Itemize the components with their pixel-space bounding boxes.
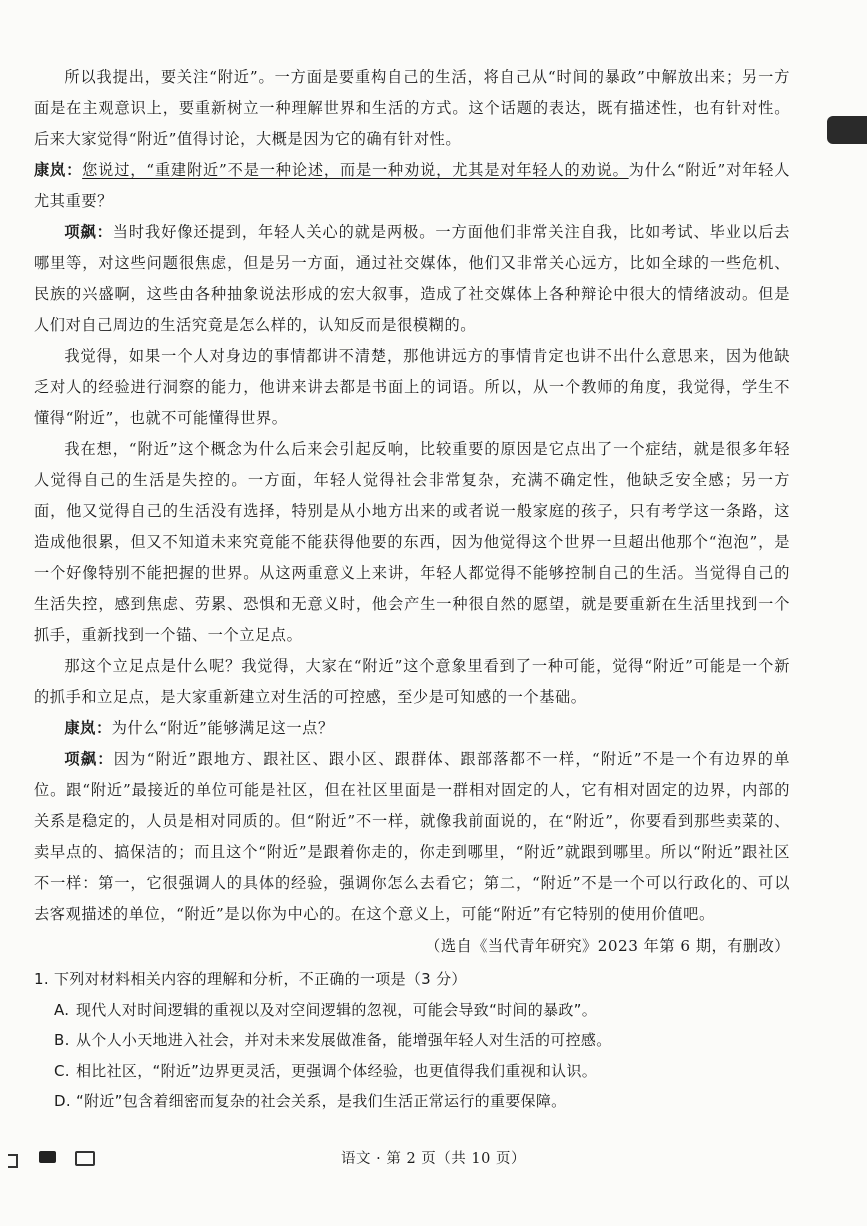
paragraph-1 xyxy=(34,62,790,155)
paragraph-text: 那这个立足点是什么呢？我觉得，大家在“附近”这个意象里看到了一种可能，觉得“附近”可能是一个新的抓手和立足点，是大家重新建立对生活的可控感，至少是可知感的一个基础。 xyxy=(34,657,790,706)
paragraph-text: 我觉得，如果一个人对身边的事情都讲不清楚，那他讲远方的事情肯定也讲不出什么意思来，因为他缺乏对人的经验进行洞察的能力，他讲来讲去都是书面上的词语。所以，从一个教师的角度，我觉得，学生不懂得“附近”，也就不可能懂得世界。 xyxy=(34,347,790,427)
underlined-quote: 您说过，“重建附近”不是一种论述，而是一种劝说，尤其是对年轻人的劝说。 xyxy=(82,161,629,179)
paragraph-7 xyxy=(34,713,790,744)
option-b[interactable] xyxy=(34,1025,790,1056)
page-number: 语文 · 第 2 页（共 10 页） xyxy=(341,1151,526,1167)
question-1 xyxy=(34,964,790,1117)
source-citation: （选自《当代青年研究》2023 年第 6 期，有删改） xyxy=(425,937,790,955)
option-key: C. xyxy=(54,1061,70,1080)
speaker-label: 康岚： xyxy=(64,719,112,737)
option-key: D. xyxy=(54,1092,71,1110)
paragraph-3 xyxy=(34,217,790,341)
option-text: 现代人对时间逻辑的重视以及对空间逻辑的忽视，可能会导致“时间的暴政”。 xyxy=(76,1000,598,1019)
paragraph-8 xyxy=(34,744,790,930)
paragraph-text: 为什么“附近”对年轻人尤其重要？ xyxy=(34,161,790,210)
question-stem: 1. 下列对材料相关内容的理解和分析，不正确的一项是（3 分） xyxy=(34,970,467,988)
paragraph-text: 因为“附近”跟地方、跟社区、跟小区、跟群体、跟部落都不一样，“附近”不是一个有边界的单位。跟“附近”最接近的单位可能是社区，但在社区里面是一群相对固定的人，它有相对固定的边界，内部的关系是稳定的，人员是相对同质的。但“附近”不一样，就像我前面说的，在“附近”，你要看到那些卖菜的、卖早点的、搞保洁的；而且这个“附近”是跟着你走的，你走到哪里，“附近”就跟到哪里。所以“附近”跟社区不一样：第一，它很强调人的具体的经验，强调你怎么去看它；第二，“附近”不是一个可以行政化的、可以去客观描述的单位，“附近”是以你为中心的。在这个意义上，可能“附近”有它特别的使用价值吧。 xyxy=(34,750,790,923)
paragraph-text: 为什么“附近”能够满足这一点？ xyxy=(111,719,334,737)
page-edge-tab xyxy=(827,116,867,144)
option-a[interactable] xyxy=(34,995,790,1026)
speaker-label: 康岚： xyxy=(34,161,83,179)
option-text: “附近”包含着细密而复杂的社会关系，是我们生活正常运行的重要保障。 xyxy=(76,1092,567,1110)
page-footer xyxy=(0,1145,867,1169)
paragraph-text: 当时我好像还提到，年轻人关心的就是两极。一方面他们非常关注自我，比如考试、毕业以后去哪里等，对这些问题很焦虑，但是另一方面，通过社交媒体，他们又非常关心远方，比如全球的一些危机、民族的兴盛啊，这些由各种抽象说法形成的宏大叙事，造成了社交媒体上各种辩论中很大的情绪波动。但是人们对自己周边的生活究竟是怎么样的，认知反而是很模糊的。 xyxy=(34,223,790,334)
paragraph-text: 所以我提出，要关注“附近”。一方面是要重构自己的生活，将自己从“时间的暴政”中解放出来；另一方面是在主观意识上，要重新树立一种理解世界和生活的方式。这个话题的表达，既有描述性，也有针对性。后来大家觉得“附近”值得讨论，大概是因为它的确有针对性。 xyxy=(34,68,790,148)
paragraph-2 xyxy=(34,155,790,217)
option-text: 从个人小天地进入社会，并对未来发展做准备，能增强年轻人对生活的可控感。 xyxy=(76,1031,612,1049)
document-page xyxy=(34,62,790,1117)
option-c[interactable] xyxy=(34,1056,790,1087)
option-key: A. xyxy=(54,1000,70,1019)
option-text: 相比社区，“附近”边界更灵活，更强调个体经验，也更值得我们重视和认识。 xyxy=(76,1061,598,1080)
speaker-label: 项飙： xyxy=(64,223,113,241)
paragraph-6 xyxy=(34,651,790,713)
paragraph-5 xyxy=(34,434,790,651)
option-d[interactable] xyxy=(34,1086,790,1117)
paragraph-text: 我在想，“附近”这个概念为什么后来会引起反响，比较重要的原因是它点出了一个症结，就是很多年轻人觉得自己的生活是失控的。一方面，年轻人觉得社会非常复杂，充满不确定性，他缺乏安全感；另一方面，他又觉得自己的生活没有选择，特别是从小地方出来的或者说一般家庭的孩子，只有考学这一条路，这造成他很累，但又不知道未来究竟能不能获得他要的东西，因为他觉得这个世界一旦超出他那个“泡泡”，是一个好像特别不能把握的世界。从这两重意义上来讲，年轻人都觉得不能够控制自己的生活。当觉得自己的生活失控，感到焦虑、劳累、恐惧和无意义时，他会产生一种很自然的愿望，就是要重新在生活里找到一个抓手，重新找到一个锚、一个立足点。 xyxy=(34,440,790,644)
speaker-label: 项飙： xyxy=(64,750,114,768)
paragraph-4 xyxy=(34,341,790,434)
option-key: B. xyxy=(54,1031,70,1049)
